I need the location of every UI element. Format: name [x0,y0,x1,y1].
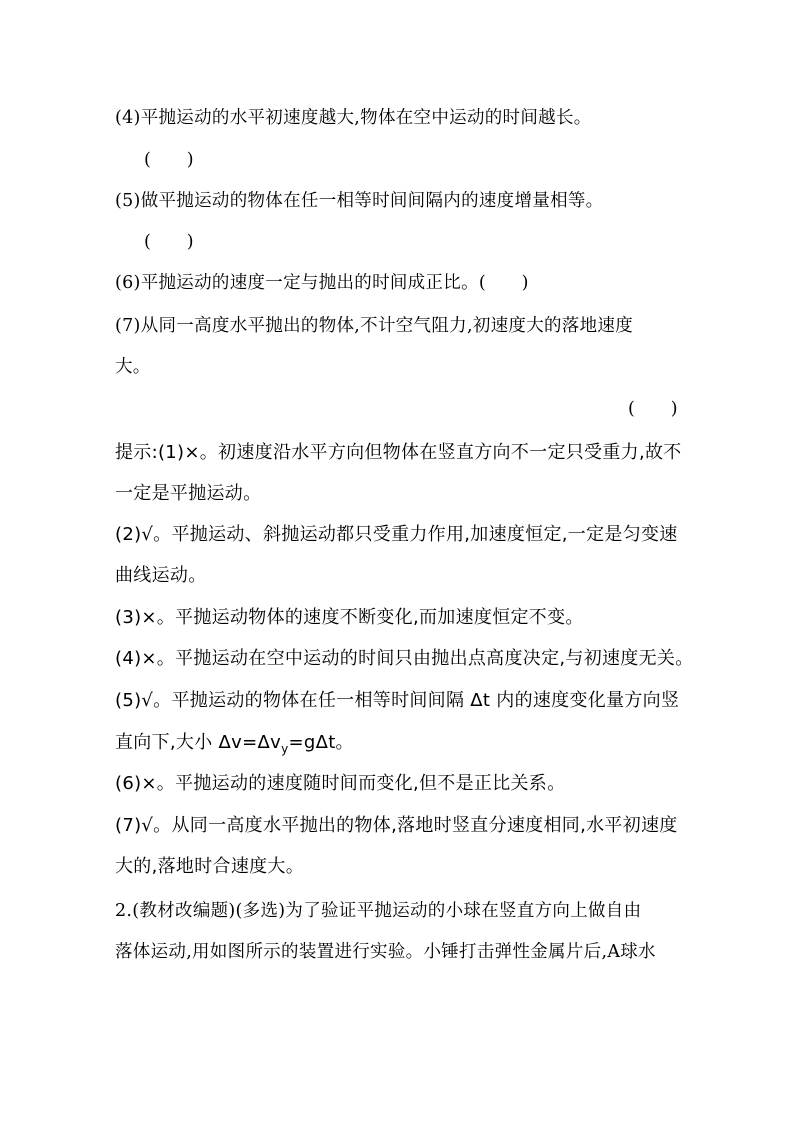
hint-1-line1: 提示:(1)×。初速度沿水平方向但物体在竖直方向不一定只受重力,故不 [115,442,682,463]
hint-4: (4)×。平抛运动在空中运动的时间只由抛出点高度决定,与初速度无关。 [115,648,694,669]
question-6-text: (6)平抛运动的速度一定与抛出的时间成正比。( ) [115,273,529,293]
question-7-text-line2: 大。 [115,357,151,377]
hint-2-line2: 曲线运动。 [115,565,207,586]
hint-5-line1: (5)√。平抛运动的物体在任一相等时间间隔 Δt 内的速度变化量方向竖 [115,690,680,711]
hint-3: (3)×。平抛运动物体的速度不断变化,而加速度恒定不变。 [115,607,584,628]
hint-5-line2 [115,731,354,756]
question-5-answer-blank: ( ) [144,232,194,252]
question-5-text: (5)做平抛运动的物体在任一相等时间间隔内的速度增量相等。 [115,191,604,211]
velocity-subscript: y [281,742,289,756]
question-4-answer-blank: ( ) [144,150,194,170]
question-7-answer-blank: ( ) [628,399,678,419]
question-4-text: (4)平抛运动的水平初速度越大,物体在空中运动的时间越长。 [115,108,592,128]
question-7-text-line1: (7)从同一高度水平抛出的物体,不计空气阻力,初速度大的落地速度 [115,316,634,336]
question-2-line2: 落体运动,用如图所示的装置进行实验。小锤打击弹性金属片后,A球水 [115,942,656,962]
hint-5-line2-start: 直向下,大小 Δv=Δv [115,732,282,753]
hint-6: (6)×。平抛运动的速度随时间而变化,但不是正比关系。 [115,773,566,794]
question-2-line1: 2.(教材改编题)(多选)为了验证平抛运动的小球在竖直方向上做自由 [115,901,642,921]
hint-5-line2-end: =gΔt。 [288,732,354,753]
hint-7-line2: 大的,落地时合速度大。 [115,856,305,877]
hint-7-line1: (7)√。从同一高度水平抛出的物体,落地时竖直分速度相同,水平初速度 [115,815,678,836]
hint-2-line1: (2)√。平抛运动、斜抛运动都只受重力作用,加速度恒定,一定是匀变速 [115,524,678,545]
hint-1-line2: 一定是平抛运动。 [115,483,262,504]
